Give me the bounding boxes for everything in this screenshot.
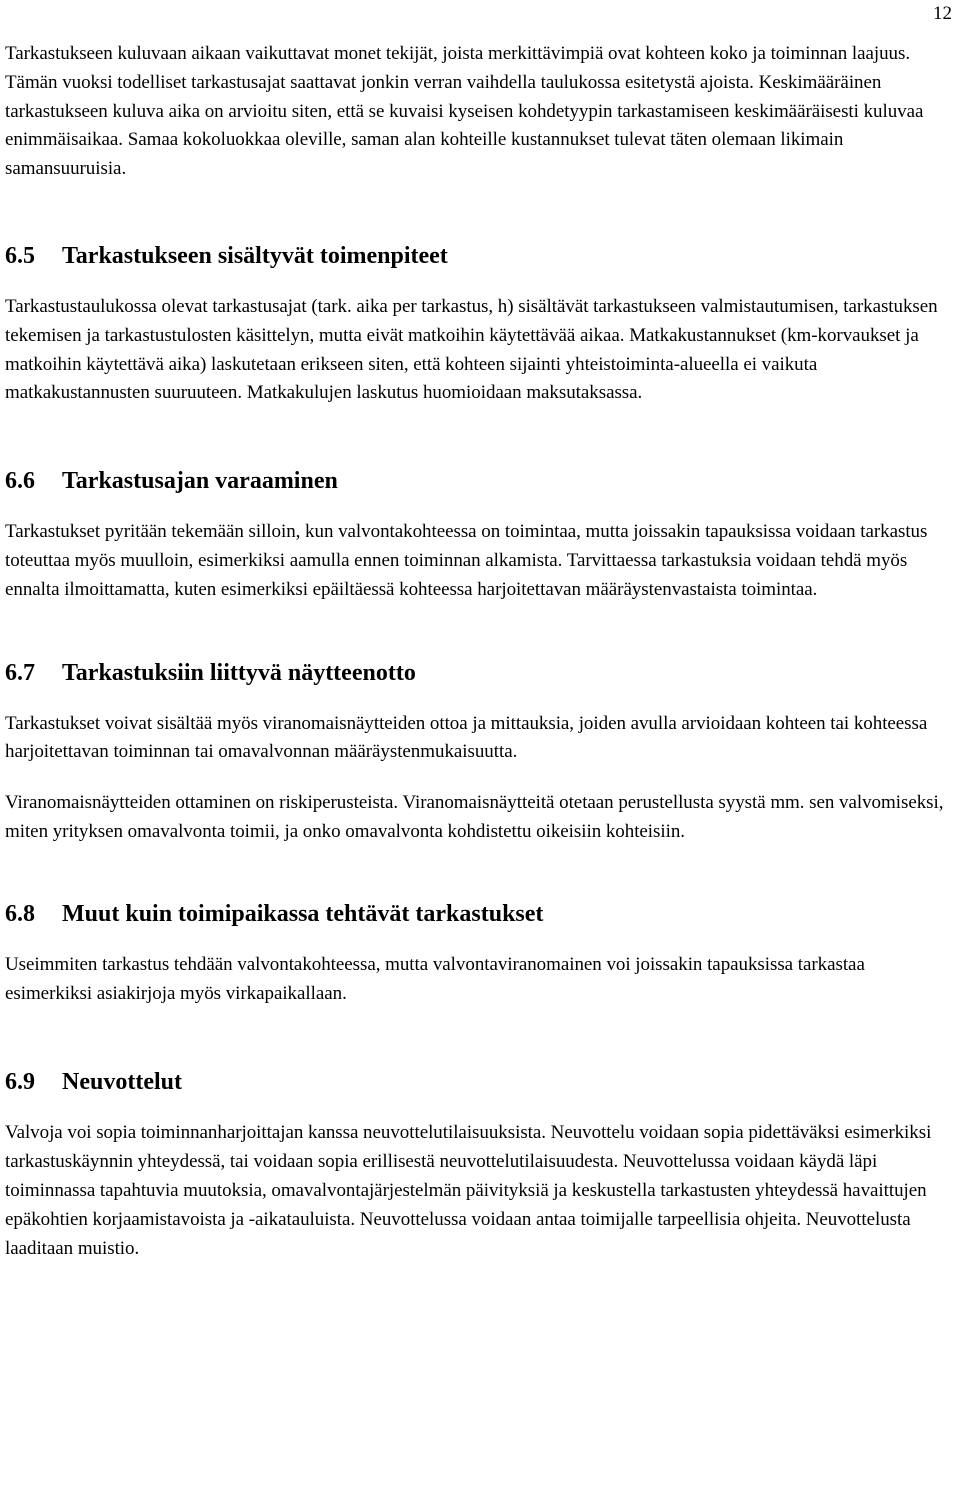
section-title: Neuvottelut: [62, 1069, 182, 1096]
section-heading-6-8: [5, 899, 955, 929]
intro-paragraph: Tarkastukseen kuluvaan aikaan vaikuttavat monet tekijät, joista merkittävimpiä ovat kohteen koko ja toiminnan laajuus. Tämän vuoksi todelliset tarkastusajat saattavat jonkin verran vaihdella taulukossa esitetystä ajoista. Keskimääräinen tarkastukseen kuluva aika on arvioitu siten, että se kuvaisi kyseisen kohdetyypin tarkastamiseen keskimääräisesti kuluvaa enimmäisaikaa. Samaa kokoluokkaa oleville, saman alan kohteille kustannukset tulevat täten olemaan likimain samansuuruisia.: [5, 43, 924, 180]
section-heading-6-9: [5, 1067, 955, 1097]
section-paragraph: Tarkastustaulukossa olevat tarkastusajat (tark. aika per tarkastus, h) sisältävät tarkastukseen valmistautumisen, tarkastuksen tekemisen ja tarkastustulosten käsittelyn, mutta eivät matkoihin käytettävää aikaa. Matkakustannukset (km-korvaukset ja matkoihin käytettävä aika) laskutetaan erikseen siten, että kohteen sijainti yhteistoiminta-alueella ei vaikuta matkakustannusten suuruuteen. Matkakulujen laskutus huomioidaan maksutaksassa.: [5, 295, 938, 404]
section-title: Muut kuin toimipaikassa tehtävät tarkastukset: [62, 900, 544, 927]
section-number: 6.5: [5, 242, 35, 269]
section-paragraph: Useimmiten tarkastus tehdään valvontakohteessa, mutta valvontaviranomainen voi joissakin tapauksissa tarkastaa esimerkiksi asiakirjoja myös virkapaikallaan.: [5, 953, 865, 1004]
section-title: Tarkastusajan varaaminen: [62, 468, 338, 495]
section-title: Tarkastuksiin liittyvä näytteenotto: [62, 659, 416, 686]
section-number: 6.9: [5, 1069, 35, 1096]
section-number: 6.6: [5, 468, 35, 495]
section-heading-6-7: [5, 658, 955, 688]
section-paragraph: Tarkastukset voivat sisältää myös viranomaisnäytteiden ottoa ja mittauksia, joiden avulla arvioidaan kohteen tai kohteessa harjoitettavan toiminnan tai omavalvonnan määräystenmukaisuutta.: [5, 712, 928, 763]
section-paragraph: Tarkastukset pyritään tekemään silloin, kun valvontakohteessa on toimintaa, mutta joissakin tapauksissa voidaan tarkastus toteuttaa myös muulloin, esimerkiksi aamulla ennen toiminnan alkamista. Tarvittaessa tarkastuksia voidaan tehdä myös ennalta ilmoittamatta, kuten esimerkiksi epäiltäessä kohteessa harjoitettavan määräystenvastaista toimintaa.: [5, 521, 928, 600]
section-paragraph: Viranomaisnäytteiden ottaminen on riskiperusteista. Viranomaisnäytteitä otetaan perustellusta syystä mm. sen valvomiseksi, miten yrityksen omavalvonta toimii, ja onko omavalvonta kohdistettu oikeisiin kohteisiin.: [5, 792, 944, 842]
section-heading-6-6: [5, 466, 955, 496]
section-heading-6-5: [5, 241, 955, 271]
document-body: [5, 40, 955, 1263]
page-number: 12: [933, 3, 952, 24]
section-number: 6.7: [5, 659, 35, 686]
section-paragraph: Valvoja voi sopia toiminnanharjoittajan kanssa neuvottelutilaisuuksista. Neuvottelu voidaan sopia pidettäväksi esimerkiksi tarkastuskäynnin yhteydessä, tai voidaan sopia erillisestä neuvottelutilaisuudesta. Neuvottelussa voidaan käydä läpi toiminnassa tapahtuvia muutoksia, omavalvontajärjestelmän päivityksiä ja keskustella tarkastusten yhteydessä havaittujen epäkohtien korjaamistavoista ja -aikatauluista. Neuvottelussa voidaan antaa toimijalle tarpeellisia ohjeita. Neuvottelusta laaditaan muistio.: [5, 1122, 932, 1259]
section-number: 6.8: [5, 900, 35, 927]
section-title: Tarkastukseen sisältyvät toimenpiteet: [62, 242, 448, 269]
